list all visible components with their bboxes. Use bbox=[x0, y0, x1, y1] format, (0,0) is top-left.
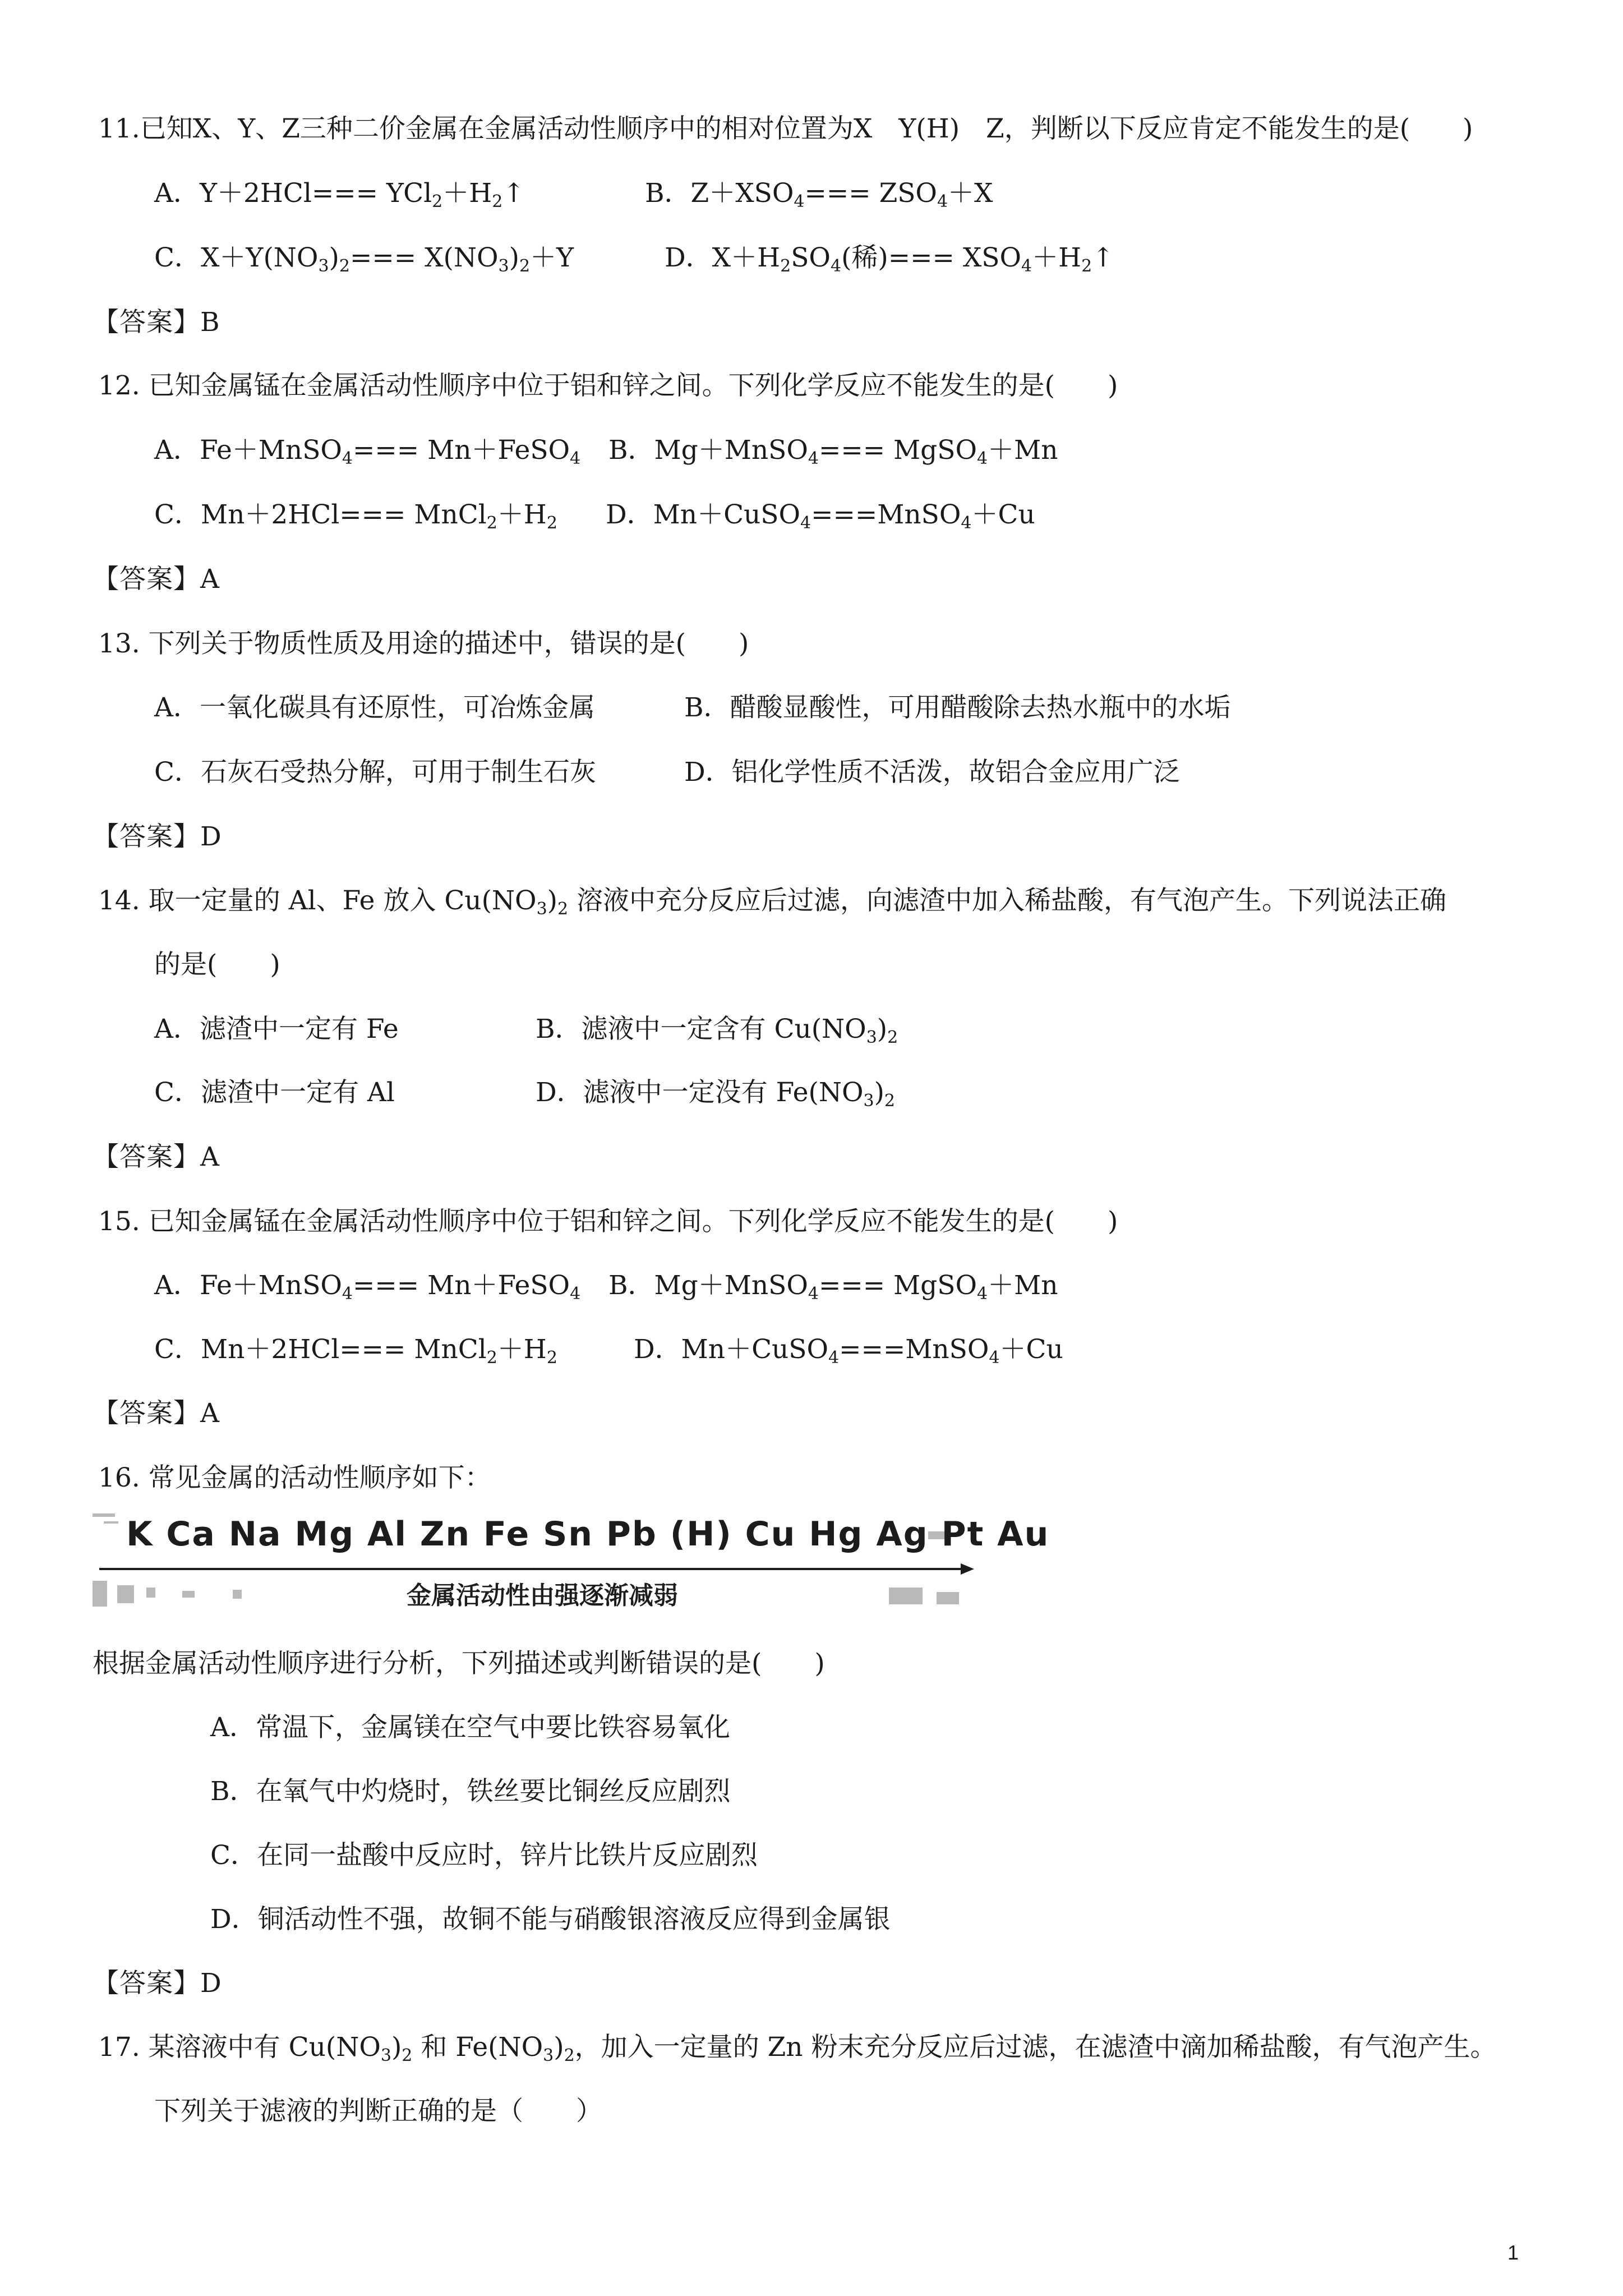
q13-option-a: A．一氧化碳具有还原性，可冶炼金属 bbox=[154, 692, 595, 723]
text: ，加入一定量的 Zn 粉末充分反应后过滤，在滤渣中滴加稀盐酸，有气泡产生。 bbox=[574, 2032, 1497, 2063]
sub: 4 bbox=[794, 192, 805, 211]
sub: 3 bbox=[380, 2046, 391, 2065]
text: A．Fe＋MnSO bbox=[154, 435, 342, 466]
q12-answer bbox=[93, 563, 219, 596]
q16-option-d: D．铜活动性不强，故铜不能与硝酸银溶液反应得到金属银 bbox=[210, 1904, 891, 1935]
sub: 2 bbox=[557, 899, 569, 919]
answer-value: D bbox=[200, 821, 222, 852]
q12-stem: 12. 已知金属锰在金属活动性顺序中位于铝和锌之间。下列化学反应不能发生的是( ) bbox=[98, 370, 1118, 401]
sub: 4 bbox=[808, 449, 819, 468]
sub: 4 bbox=[830, 256, 842, 276]
text: === Mn＋FeSO bbox=[353, 1270, 570, 1301]
sub: 2 bbox=[564, 2046, 575, 2065]
text: B．滤液中一定含有 Cu(NO bbox=[536, 1014, 866, 1045]
text: ) bbox=[877, 1014, 888, 1045]
activity-series-figure bbox=[93, 1509, 1050, 1621]
text: C．Mn＋2HCl=== MnCl bbox=[154, 499, 487, 530]
answer-label: 【答案】 bbox=[93, 1968, 200, 1999]
sub: 4 bbox=[570, 1284, 581, 1304]
text: D．滤液中一定没有 Fe(NO bbox=[536, 1077, 864, 1108]
q16-answer bbox=[93, 1967, 222, 2000]
q15-option-c bbox=[154, 1333, 557, 1366]
q13-option-d: D．铝化学性质不活泼，故铝合金应用广泛 bbox=[684, 757, 1180, 788]
text: 溶液中充分反应后过滤，向滤渣中加入稀盐酸，有气泡产生。下列说法正确 bbox=[568, 885, 1447, 916]
sub: 4 bbox=[1021, 256, 1032, 276]
text: === ZSO bbox=[804, 178, 937, 209]
text: SO bbox=[791, 242, 831, 273]
sub: 3 bbox=[318, 256, 329, 276]
answer-value: A bbox=[200, 1398, 219, 1429]
q11-option-a bbox=[154, 177, 525, 210]
text: ) bbox=[391, 2032, 402, 2063]
q14-answer bbox=[93, 1140, 219, 1174]
text: B．Mg＋MnSO bbox=[608, 1270, 808, 1301]
text: D．Mn＋CuSO bbox=[634, 1334, 829, 1365]
q12-option-b bbox=[608, 434, 1058, 467]
sub: 2 bbox=[884, 1091, 896, 1111]
text: === Mn＋FeSO bbox=[353, 435, 570, 466]
q14-option-d bbox=[536, 1076, 895, 1110]
text: D．Mn＋CuSO bbox=[606, 499, 801, 530]
q11-answer bbox=[93, 306, 220, 339]
q15-stem: 15. 已知金属锰在金属活动性顺序中位于铝和锌之间。下列化学反应不能发生的是( ) bbox=[98, 1206, 1118, 1237]
text: 17. 某溶液中有 Cu(NO bbox=[98, 2032, 381, 2063]
q13-answer bbox=[93, 820, 222, 854]
q13-option-b: B．醋酸显酸性，可用醋酸除去热水瓶中的水垢 bbox=[684, 692, 1231, 723]
text: A．Fe＋MnSO bbox=[154, 1270, 342, 1301]
answer-label: 【答案】 bbox=[93, 1398, 200, 1429]
text: ===MnSO bbox=[839, 1334, 989, 1365]
text: ↑ bbox=[1092, 242, 1114, 273]
sub: 2 bbox=[519, 256, 531, 276]
q16-stem: 16. 常见金属的活动性顺序如下： bbox=[98, 1462, 491, 1493]
text: ＋H bbox=[497, 499, 547, 530]
sub: 2 bbox=[486, 1348, 497, 1368]
sub: 4 bbox=[937, 192, 948, 211]
text: ＋Cu bbox=[971, 499, 1035, 530]
text: 14. 取一定量的 Al、Fe 放入 Cu(NO bbox=[98, 885, 537, 916]
sub: 3 bbox=[498, 256, 509, 276]
q14-stem-line2: 的是( ) bbox=[154, 949, 280, 980]
sub: 3 bbox=[863, 1091, 874, 1111]
q11-option-b bbox=[645, 177, 993, 210]
q15-option-a bbox=[154, 1269, 580, 1303]
sub: 4 bbox=[342, 449, 353, 468]
answer-label: 【答案】 bbox=[93, 307, 200, 338]
q14-stem-line1 bbox=[98, 884, 1446, 918]
page-number: 1 bbox=[1507, 2241, 1519, 2264]
sub: 4 bbox=[808, 1284, 819, 1304]
answer-value: D bbox=[200, 1968, 222, 1999]
text: ) bbox=[874, 1077, 884, 1108]
answer-label: 【答案】 bbox=[93, 821, 200, 852]
text: ) bbox=[554, 2032, 564, 2063]
sub: 2 bbox=[486, 513, 497, 533]
q13-stem: 13. 下列关于物质性质及用途的描述中，错误的是( ) bbox=[98, 628, 749, 659]
sub: 2 bbox=[402, 2046, 413, 2065]
q16-option-c: C．在同一盐酸中反应时，锌片比铁片反应剧烈 bbox=[210, 1840, 758, 1871]
sub: 2 bbox=[780, 256, 791, 276]
q11-stem: 11.已知X、Y、Z三种二价金属在金属活动性顺序中的相对位置为X Y(H) Z，判断以下反应肯定不能发生的是( ) bbox=[98, 113, 1473, 144]
text: (稀)=== XSO bbox=[841, 242, 1022, 273]
sub: 4 bbox=[977, 449, 988, 468]
sub: 3 bbox=[866, 1028, 877, 1047]
sub: 2 bbox=[339, 256, 350, 276]
text: ＋H bbox=[1032, 242, 1082, 273]
sub: 4 bbox=[977, 1284, 988, 1304]
text: ＋Cu bbox=[999, 1334, 1063, 1365]
answer-value: A bbox=[200, 564, 219, 595]
text: === MgSO bbox=[818, 1270, 977, 1301]
sub: 2 bbox=[546, 513, 557, 533]
sub: 3 bbox=[543, 2046, 554, 2065]
text: === MgSO bbox=[818, 435, 977, 466]
text: ＋Mn bbox=[988, 1270, 1058, 1301]
q16-option-a: A．常温下，金属镁在空气中要比铁容易氧化 bbox=[210, 1712, 730, 1743]
text: ===MnSO bbox=[811, 499, 961, 530]
text: === X(NO bbox=[349, 242, 499, 273]
q13-option-c: C．石灰石受热分解，可用于制生石灰 bbox=[154, 757, 596, 788]
text: C．Mn＋2HCl=== MnCl bbox=[154, 1334, 487, 1365]
sub: 2 bbox=[432, 192, 443, 211]
sub: 4 bbox=[828, 1348, 840, 1368]
text: ) bbox=[329, 242, 339, 273]
sub: 4 bbox=[800, 513, 811, 533]
q14-option-a: A．滤渣中一定有 Fe bbox=[154, 1014, 399, 1045]
answer-value: A bbox=[200, 1142, 219, 1172]
q15-option-d bbox=[634, 1333, 1063, 1366]
text: C．X＋Y(NO bbox=[154, 242, 319, 273]
text: B．Z＋XSO bbox=[645, 178, 794, 209]
answer-value: B bbox=[200, 307, 220, 338]
answer-label: 【答案】 bbox=[93, 564, 200, 595]
sub: 4 bbox=[961, 513, 972, 533]
text: ) bbox=[547, 885, 557, 916]
text: ＋Y bbox=[530, 242, 574, 273]
text: D．X＋H bbox=[665, 242, 781, 273]
sub: 4 bbox=[570, 449, 581, 468]
q14-option-c: C．滤渣中一定有 Al bbox=[154, 1077, 395, 1108]
q12-option-a bbox=[154, 434, 580, 467]
text: ＋H bbox=[497, 1334, 547, 1365]
text: A．Y＋2HCl=== YCl bbox=[154, 178, 432, 209]
sub: 2 bbox=[546, 1348, 557, 1368]
text: ＋X bbox=[948, 178, 993, 209]
q16-option-b: B．在氧气中灼烧时，铁丝要比铜丝反应剧烈 bbox=[210, 1776, 731, 1807]
q11-option-c bbox=[154, 241, 574, 275]
text: 和 Fe(NO bbox=[412, 2032, 543, 2063]
q12-option-d bbox=[606, 498, 1035, 532]
text: ＋H bbox=[442, 178, 492, 209]
sub: 2 bbox=[1081, 256, 1092, 276]
q15-answer bbox=[93, 1397, 219, 1430]
q16-lead: 根据金属活动性顺序进行分析，下列描述或判断错误的是( ) bbox=[93, 1648, 825, 1679]
q17-stem-line1 bbox=[98, 2031, 1496, 2064]
q11-option-d bbox=[665, 241, 1114, 275]
q17-stem-line2: 下列关于滤液的判断正确的是（ ） bbox=[154, 2096, 602, 2127]
q15-option-b bbox=[608, 1269, 1058, 1303]
text: ＋Mn bbox=[988, 435, 1058, 466]
sub: 2 bbox=[492, 192, 503, 211]
sub: 4 bbox=[342, 1284, 353, 1304]
answer-label: 【答案】 bbox=[93, 1142, 200, 1172]
q14-option-b bbox=[536, 1013, 898, 1046]
text: ↑ bbox=[502, 178, 525, 209]
q12-option-c bbox=[154, 498, 557, 532]
sub: 2 bbox=[887, 1028, 898, 1047]
text: B．Mg＋MnSO bbox=[608, 435, 808, 466]
text: ) bbox=[509, 242, 519, 273]
sub: 4 bbox=[989, 1348, 1000, 1368]
sub: 3 bbox=[536, 899, 547, 919]
activity-series-text: K Ca Na Mg Al Zn Fe Sn Pb (H) Cu Hg Ag Pt Au bbox=[126, 1515, 1050, 1554]
activity-series-caption: 金属活动性由强逐渐减弱 bbox=[407, 1581, 678, 1610]
